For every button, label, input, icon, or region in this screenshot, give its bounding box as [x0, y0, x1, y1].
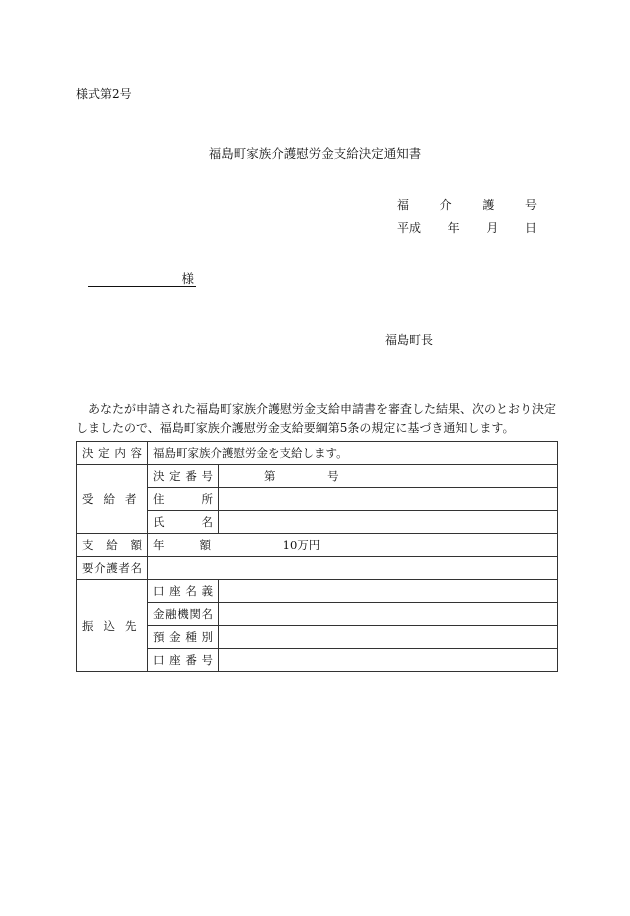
account-number-value [219, 649, 558, 672]
amount-sub-label: 年額 [153, 538, 211, 552]
deposit-type-value [219, 626, 558, 649]
table-row [77, 649, 558, 672]
address-value [219, 488, 558, 511]
account-number-label: 口座番号 [148, 649, 219, 672]
reference-date-line [397, 219, 537, 239]
bank-value [219, 603, 558, 626]
decision-number-label: 決定番号 [148, 465, 219, 488]
reference-block [397, 196, 537, 239]
bank-label: 金融機関名 [148, 603, 219, 626]
issuer: 福島町長 [385, 333, 434, 347]
table-row [77, 534, 558, 557]
body-line-2: しましたので、福島町家族介護慰労金支給要綱第5条の規定に基づき通知します。 [76, 421, 515, 435]
ref-char: 福 [397, 198, 410, 212]
decision-value: 福島町家族介護慰労金を支給します。 [148, 442, 558, 465]
deposit-type-label: 預金種別 [148, 626, 219, 649]
ref-char: 護 [482, 198, 495, 212]
recipient-label: 受給者 [77, 465, 148, 534]
date-day: 日 [524, 221, 537, 235]
table-row [77, 626, 558, 649]
amount-value: 10万円 [282, 538, 321, 552]
name-value [219, 511, 558, 534]
table-row [77, 442, 558, 465]
table-row [77, 511, 558, 534]
amount-label: 支給額 [77, 534, 148, 557]
care-recipient-label: 要介護者名 [77, 557, 148, 580]
addressee-line [88, 272, 196, 287]
table-row [77, 488, 558, 511]
addressee-honorific: 様 [181, 271, 194, 286]
date-year: 年 [447, 221, 460, 235]
table-row [77, 557, 558, 580]
transfer-label: 振込先 [77, 580, 148, 672]
reference-number-line [397, 196, 537, 216]
document-title: 福島町家族介護慰労金支給決定通知書 [208, 146, 422, 161]
table-row [77, 603, 558, 626]
decision-label: 決定内容 [77, 442, 148, 465]
decision-number-value [219, 465, 558, 488]
ref-char: 号 [524, 198, 537, 212]
ref-char: 介 [439, 198, 452, 212]
account-name-value [219, 580, 558, 603]
date-month: 月 [486, 221, 499, 235]
table-row [77, 580, 558, 603]
date-era: 平成 [397, 221, 422, 235]
amount-cell [148, 534, 558, 557]
body-paragraph [76, 400, 560, 438]
table-row [77, 465, 558, 488]
decision-table [76, 441, 558, 672]
body-line-1: あなたが申請された福島町家族介護慰労金支給申請書を審査した結果、次のとおり決定 [88, 402, 557, 416]
address-label: 住所 [148, 488, 219, 511]
care-recipient-value [148, 557, 558, 580]
form-number: 様式第2号 [76, 87, 132, 101]
decision-number-prefix: 第 [264, 469, 276, 483]
name-label: 氏名 [148, 511, 219, 534]
account-name-label: 口座名義 [148, 580, 219, 603]
decision-number-suffix: 号 [327, 469, 339, 483]
